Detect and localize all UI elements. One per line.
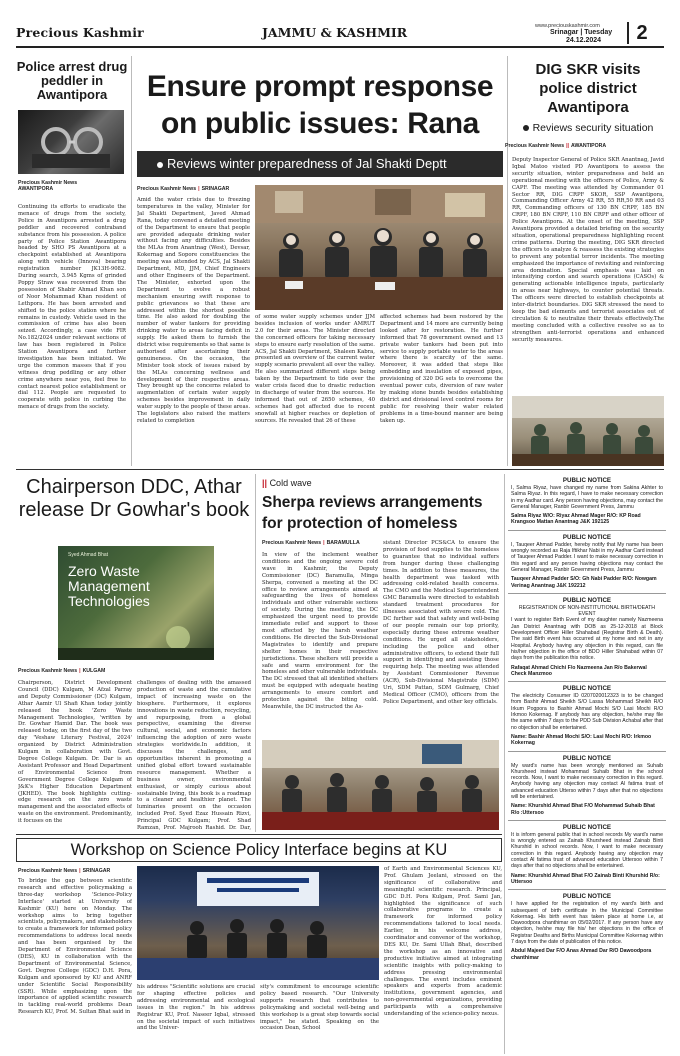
bullet-icon: [157, 162, 163, 168]
public-notice: PUBLIC NOTICE It is inform general public that in school records My ward's name is wrongly entered as Zainab Khursheed instead Zainab Binti Khurshid in school records. Now, I want to make necessary correction in this regard. Anybody having any objection may contact Al fatima trust of advanced education Uttersoo within 7 days after that no objections shall be entertained. Name: Khurshid Ahmad Bhat F/O Zainab Binti Khurshid R/o: Uttersoo: [508, 821, 666, 890]
notices-column: [508, 474, 666, 1054]
issue-date: 24.12.2024: [566, 37, 602, 44]
public-notice: PUBLIC NOTICE My ward's name has been wrongly mentioned as Suhaib Khursheed instead Mohammad Suhaib Bhat in the school records. Now, I want to make necessary correction in this regard. Anybody having any objection may contact Al fatima trust of advanced education Utterso within 7 days after that no objections will be entertained. Name: Khurshid Ahmad Bhat F/O Mohammad Suhaib Bhat R/o :Uttersoo: [508, 752, 666, 821]
book-cover: [58, 546, 214, 660]
book-headline: Chairperson DDC, Athar release Dr Gowhar's book: [18, 476, 250, 521]
sherpa-headline: Sherpa reviews arrangements for protection of homeless: [262, 494, 483, 532]
rana-col1: Amid the water crisis due to freezing temperatures in the valley, Minister for Jal Shakti Department, Javed Ahmad Rana, today convened a detailed meeting of the Department to ensure that people are provided adequate drinking water without facing any difficulties. Besides the MLAs from Anantnag (West), Devsar, Kokernag and Sopore constituencies the meeting was attended by ACS, Jal Shakti Department, MD, JJM, Chief Engineers and other Engineers of the Department. The Minister, exhorted upon the Department to evolve a robust mechanism ensuring swift response to public grievances so that these are addressed within the shortest possible time. He also asked for doubling the number of water tankers for providing drinking water to areas facing deficit in supply. He asked them to furnish the district wise requirements so that same is authorised after ascertaining their genuineness. On the occasion, the Minister took stock of issues raised by the MLAs concerning wellness and development of their respective areas. They brought up the concerns related to augmentation of certain water supply schemes besides improvement in daily water supply to the people of these areas. The legislators also raised the matters related to completion: [137, 197, 250, 424]
rana-subhead: Reviews winter preparedness of Jal Shakti Deptt: [167, 156, 447, 171]
masthead: [0, 0, 680, 48]
recycling-graphic-icon: [58, 620, 214, 660]
bullet-icon: [523, 125, 529, 131]
officers-meeting-icon: [512, 396, 664, 466]
book-author: Syed Ahmad Bhat: [68, 552, 109, 558]
divider: [507, 56, 508, 466]
rana-col3: affected schemes had been restored by the Department and 14 more are currently being looked after for restoration. He further informed that 78 government owned and 13 private water tankers had been put into service to supply portable water to the areas where there is scarcity of the same. Moreover, it was added that steps like embedding and insulation of exposed pipes, provisioning of 320 DG sets to overcome the eventual power cuts, diversion of raw water by making stone bunds besides establishing district and divisional level control rooms for public for resolving their water related problems in a time-bound manner are being taken up.: [380, 314, 503, 424]
rana-byline: Precious Kashmir News | SRINAGAR: [137, 186, 230, 192]
ku-col2: his address "Scientific solutions are crucial for shaping effective policies and addressing environmental and ecological issues in the region." In his address Registrar KU, Prof. Naseer Iqbal, stressed on the societal impact of such initiatives and the Univer-: [137, 984, 255, 1032]
public-notice: PUBLIC NOTICE I, Salma Riyaz, have changed my name from Sakina Akhter to Salma Riyaz. In this regard, I have to make necessary correction in my Aadhar card. Any person having objections, may contact the General Manager, Ranbir Government Press, Jammu Salma Riyaz W/O: Riyaz Ahmad Mager R/O: KP Road Krangsoo Mattan Anantnag J&K 192125: [508, 474, 666, 531]
masthead-rule: [16, 46, 664, 48]
handcuffs-photo: [18, 110, 124, 174]
sherpa-meeting-photo: [262, 740, 499, 830]
dig-meeting-photo: [512, 396, 664, 466]
officials-meeting-icon: [262, 740, 499, 830]
handcuffs-icon: [18, 110, 124, 174]
ku-byline: Precious Kashmir News | SRINAGAR: [18, 868, 111, 874]
public-notice: PUBLIC NOTICE I, Tauqeer Ahmad Padder, hereby notify that My name has been wrongly recorded as Raja Iftikhar Nabi in my Aadhar Card instead of Tauqeer Ahmad Padder. I want to make necessary correction in this regard and any person having objections may contact the General Manager, Ranbir Government Press, Jammu Tauqeer Ahmad Padder S/O: Gh Nabi Padder R/O: Nowgam Verinag Anantnag J&K 192212: [508, 531, 666, 594]
divider: [255, 474, 256, 832]
drug-headline: Police arrest drug peddler in Awantipora: [16, 60, 128, 102]
sherpa-col1: In view of the inclement weather conditions and the ongoing severe cold wave in Kashmir, the Deputy Commissioner (DC) Baramulla, Minga Sherpa, convened a meeting at the DC office to review arrangements aimed at safeguarding the lives of homeless individuals and other vulnerable sections of society. During the meeting, the DC emphasized the urgent need to provide immediate relief and support to those most affected by the harsh weather conditions. He directed the Sub-Divisional Magistrates to identify and prepare shelter homes in their respective jurisdictions. These shelters will provide a safe and warm environment for the homeless and other vulnerable individuals. The DC stressed that all identified shelters must be equipped with adequate heating arrangements to ensure comfort and protection against the biting cold. Meanwhile, the DC instructed the As-: [262, 552, 378, 710]
divider: [504, 474, 505, 1054]
meeting-scene-icon: [255, 185, 503, 310]
book-byline: Precious Kashmir News | KULGAM: [18, 668, 106, 674]
ku-col4: of Earth and Environmental Sciences KU, Prof. Ghulam Jeelani, stressed on the significance of collaborative and meaningful scientific research. Principal, GDC D.H. Pora Kulgam, Prof. Sami Jan, highlighted the significance of such collaborative programs to create a framework for informed policy recommendations tailored to local needs. Earlier, in his welcome address, coordinator and convenor of the workshop, DES KU, Dr. Sami Ullah Bhat, described the workshop as an innovative and productive initiative aimed at integrating scientific insights with policy-making to address pressing environmental challenges. The event includes eminent speakers and experts from academic institutions, government agencies, and non-governmental organizations, providing participants with a comprehensive understanding of the science-policy nexus.: [384, 866, 502, 1018]
dig-byline: Precious Kashmir News || AWANTIPORA: [505, 143, 607, 149]
book-col2-visible: challenges of dealing with the amassed production of waste and the cumulative impact of increasing waste on the biosphere. Furthermore, it explores innovations in waste reduction, recycling, and repurposing, from a global perspective, examining the diverse cultural, social, and economic factors influencing the adoption of zero waste strategies worldwide.In addition, it discusses the challenges, and opportunities inherent in promoting a unified global effort toward sustainable resource management. Whether a business owner, environmental enthusiast, or simply curious about sustainable living, this book is a roadmap to a cleaner and healthier planet. The luminaries present on the occasion included Prof. Syed Ezaz Hussain Rizvi, Principal GDC Kulgam; Prof. Shad Ramzan, Prof. Majrooh Rashid. Dr. Dar,: [137, 680, 251, 830]
section-rule: [16, 834, 502, 835]
public-notice: PUBLIC NOTICE REGISTRATION OF NON-INSTITUTIONAL BIRTH/DEATH EVENT I want to register Birth Event of my daughter namely Nazmeena Jan District Anantnag with DOB as 25-12-2018 at Block Development Officer Hiller Shahabad (Registrar Birth & Death). The said Birth event has occurred at my home and not in any Hospital. Anybody having any objection in this regard, can file his/her objection in the office of BDO Hiller Shahabad within 07 days from the publication this notice. Rafaqat Ahmad Chichi F/o Nazmeena Jan R/o Bakerwal Check Manzmoo: [508, 594, 666, 682]
sherpa-kicker: || Cold wave: [262, 478, 312, 488]
paper-name: Precious Kashmir: [16, 25, 144, 40]
dig-headline: DIG SKR visits police district Awantipora: [535, 61, 641, 116]
dig-body: Deputy Inspector General of Police SKR Anantnag, Javid Iqbal Matoo visited PD Awantipora to assess the security situation, winter preparedness and held an operational meeting with the officers of Police, Army & CAPF. The meeting was attended by Commander 01 Sector RR, DIG CRPF SKOR, SSP Awantipora, Commanding Officer Army 42 RR, 55 RR,50 RR and 03 RR, Commanding officers of 130 BN CRPF, 185 BN CRPF, 180 BN CRPF, 110 BN CRPF and other officer of Police Awantipora. At the onset of the meeting, SSP Awantipora provided a detailed briefing on the security situation, operational preparedness highlighting recent crime patterns. During the meeting, DIG SKR directed the officers to analyze & reassess the existing strategies to prevent any potential terror incidents. The meeting emphasized the importance of revisiting and reinforcing area domination. Special emphasis was laid on intensifying cordon and search operations (CASOs) & generating actionable intelligence inputs, particularly in areas near highways, to counter potential threats. The officers were directed to establish checkpoints at inter-district boundaries. DIG SKR stressed the need to keep the bad elements and terrorist associates out of circulation & to neutralize their threats effectively.The meeting concluded with a collective resolve so as to strengthen anti-terrorist operations and enhanced security measures.: [512, 157, 664, 343]
section-rule: [16, 469, 664, 470]
divider: [131, 56, 132, 466]
rana-col2: of some water supply schemes under JJM besides inclusion of works under AMRUT 2.0 for their areas. The Minister directed the concerned officers for taking necessary steps to ensure early resolution of the same. ACS, Jal Shakti Department, Shaleen Kabra, presented an overview of the current water supply scenario prevalent all over the valley. He also summarized different steps being taken by the Department to tide over the water crisis faced due to drastic reduction in discharge of water from the sources. He informed that out of 2650 schemes, 40 schemes had got affected due to recent snowfall at higher reaches or depletion of sources. He revealed that 26 of these: [255, 314, 375, 424]
rana-headline: Ensure prompt response on public issues: Rana: [146, 70, 494, 140]
workshop-stage-icon: [137, 866, 379, 980]
ku-headline: Workshop on Science Policy Interface begins at KU: [16, 838, 502, 862]
book-col1: Chairperson, District Development Council (DDC) Kulgam, M Afzal Parray and Deputy Commissioner (DC) Kulgam, Athar Aamir Ul Shafi Khan today jointly released the book 'Zero Waste Management Technologies, 'written by Dr. Gowhar Hamid Dar. The book was released today, on the first day of the two day 'Veshaw Literary Festival, 2024' organized by District Administration Kulgam in collaboration with Govt. Degree College Kulgam. Dr. Dar is an Assistant Professor and Head Department of Environmental Science from Government Degree College Kulgam of J&K's Higher Education Department (JKHED). The book highlights cutting-edge research on the zero waste management and the associated effects of waste on the environment. Predominantly, it focuses on the: [18, 680, 132, 825]
dig-subhead: Reviews security situation: [512, 122, 664, 134]
sherpa-col2: sistant Director PCS&CA to ensure the provision of food supplies to the homeless to guarantee that no individual suffers from hunger during these challenging times. In addition to these measures, the health department was tasked with addressing cold-related health concerns. The CMO and the Medical Superintendent GMC Baramulla were directed to establish standard treatment procedures for illnesses associated with severe cold. The DC further said that safety and well-being of our people remain our top priority, especially during these extreme weather conditions. He urged all stakeholders, including the police and other administrative officers, to extend their full support in identifying and assisting those requiring help. The meeting was attended by Assistant Commissioner Revenue (ACR), Sub-Divisional Magistrate (SDM) Uri, SDM Pattan, SDM Gulmarg, Chief Medical Officer (CMO), officers from the Police Department, and other key officials.: [383, 540, 499, 705]
rana-meeting-photo: [255, 185, 503, 310]
dateline: Srinagar | Tuesday: [550, 29, 613, 36]
ku-col1: To bridge the gap between scientific research and effective policymaking a three-day workshop 'Science-Policy Interface' started at University of Kashmir (KU) here on Monday. The workshop aims to bring together scientists, policymakers, and stakeholders to create a framework for informed policy recommendations to address local needs and has been organised by the Department of Environmental Science (DES), KU in collaboration with the Department of Environmental Science, Govt. Degree College (GDC) D.H. Pora, Kulgam and sponsored by KU and ANRF under Scientific Social Responsibility (SSR). While emphasizing upon the importance of applied scientific research in tackling real-world problems Dean Research KU, Prof. M. Sultan Bhat said in: [18, 878, 132, 1016]
public-notice: PUBLIC NOTICE I have applied for the registration of my ward's birth and subsequent of birth certificate in the Municipal Committee Kokernag. His birth event has taken place at home i.e, at Dawoodpora chanthimar on 05/02/2017. If any person have any objection, he/she may file his/ her objections in the office of Registrar Deaths and Births Municipal Committee Kokernag within 7 days from the date of publication of this notice. Abdul Majeed Dar F/O Anas Ahmad Dar R/O Dawoodpora chanthimar: [511, 893, 663, 961]
public-notice: PUBLIC NOTICE The electricity Consumer ID 0207020012323 is to be changed from Bashir Ahmad Sheikh S/O Lassa Mohammad Sheikh R/O Irkum Pogpora to Bashir Ahmad Mochi S/O Lasi Mochi R/O Irkmoo Kokernag. If anybody has any objection, he/she may file the same within 7 days to the PDD Sub Division Achabal after that no objection shall be entertained. Name: Bashir Ahmad Mochi S/O: Lasi Mochi R/O: Irkmoo Kokernag: [508, 682, 666, 751]
drug-byline: Precious Kashmir News AWANTIPORA: [18, 180, 78, 192]
drug-body: Continuing its efforts to eradicate the menace of drugs from the society, Police in Awantipora arrested a drug peddler and recovered contraband substance from his possession. A police party of Police Station Awantipora headed by SHO PS Awantipora at a checkpoint established at Awantipora along with vehicle (Innova) bearing registration number JK13H-9082. During search, 3.945 Kgms of grinded Poppy Straw was recovered from the possession of Shabir Ahmad Khan son of Noor Mohammad Khan resident of Lethpora. He has been arrested and shifted to the police station where he remains in custody. Vehicle used in the commission of crime has also been seized. Accordingly, a case vide FIR No.182/2024 under relevant sections of law has been registered in Police Station Awantipora and further investigation has been initiated. We urge the common masses that if you witness drug peddling or any other crime anywhere near you, feel free to contact nearest police establishment or dial 112. People are requested to cooperate with police in curbing the menace of drugs from the society.: [18, 204, 126, 411]
website: www.preciouskashmir.com: [535, 23, 600, 29]
ku-workshop-photo: [137, 866, 379, 980]
section-name: JAMMU & KASHMIR: [262, 25, 408, 40]
page-number: 2: [627, 22, 655, 44]
sherpa-byline: Precious Kashmir News | BARAMULLA: [262, 540, 360, 546]
ku-col3: sity's commitment to encourage scientific policy based research. "Our University supports research that contributes to policymaking and societal well-being and this workshop is a great step towards social impact," he stated. Speaking on the occasion Dean, School: [260, 984, 379, 1032]
rana-subhead-band: [137, 151, 503, 177]
book-title: Zero Waste Management Technologies: [68, 563, 150, 609]
